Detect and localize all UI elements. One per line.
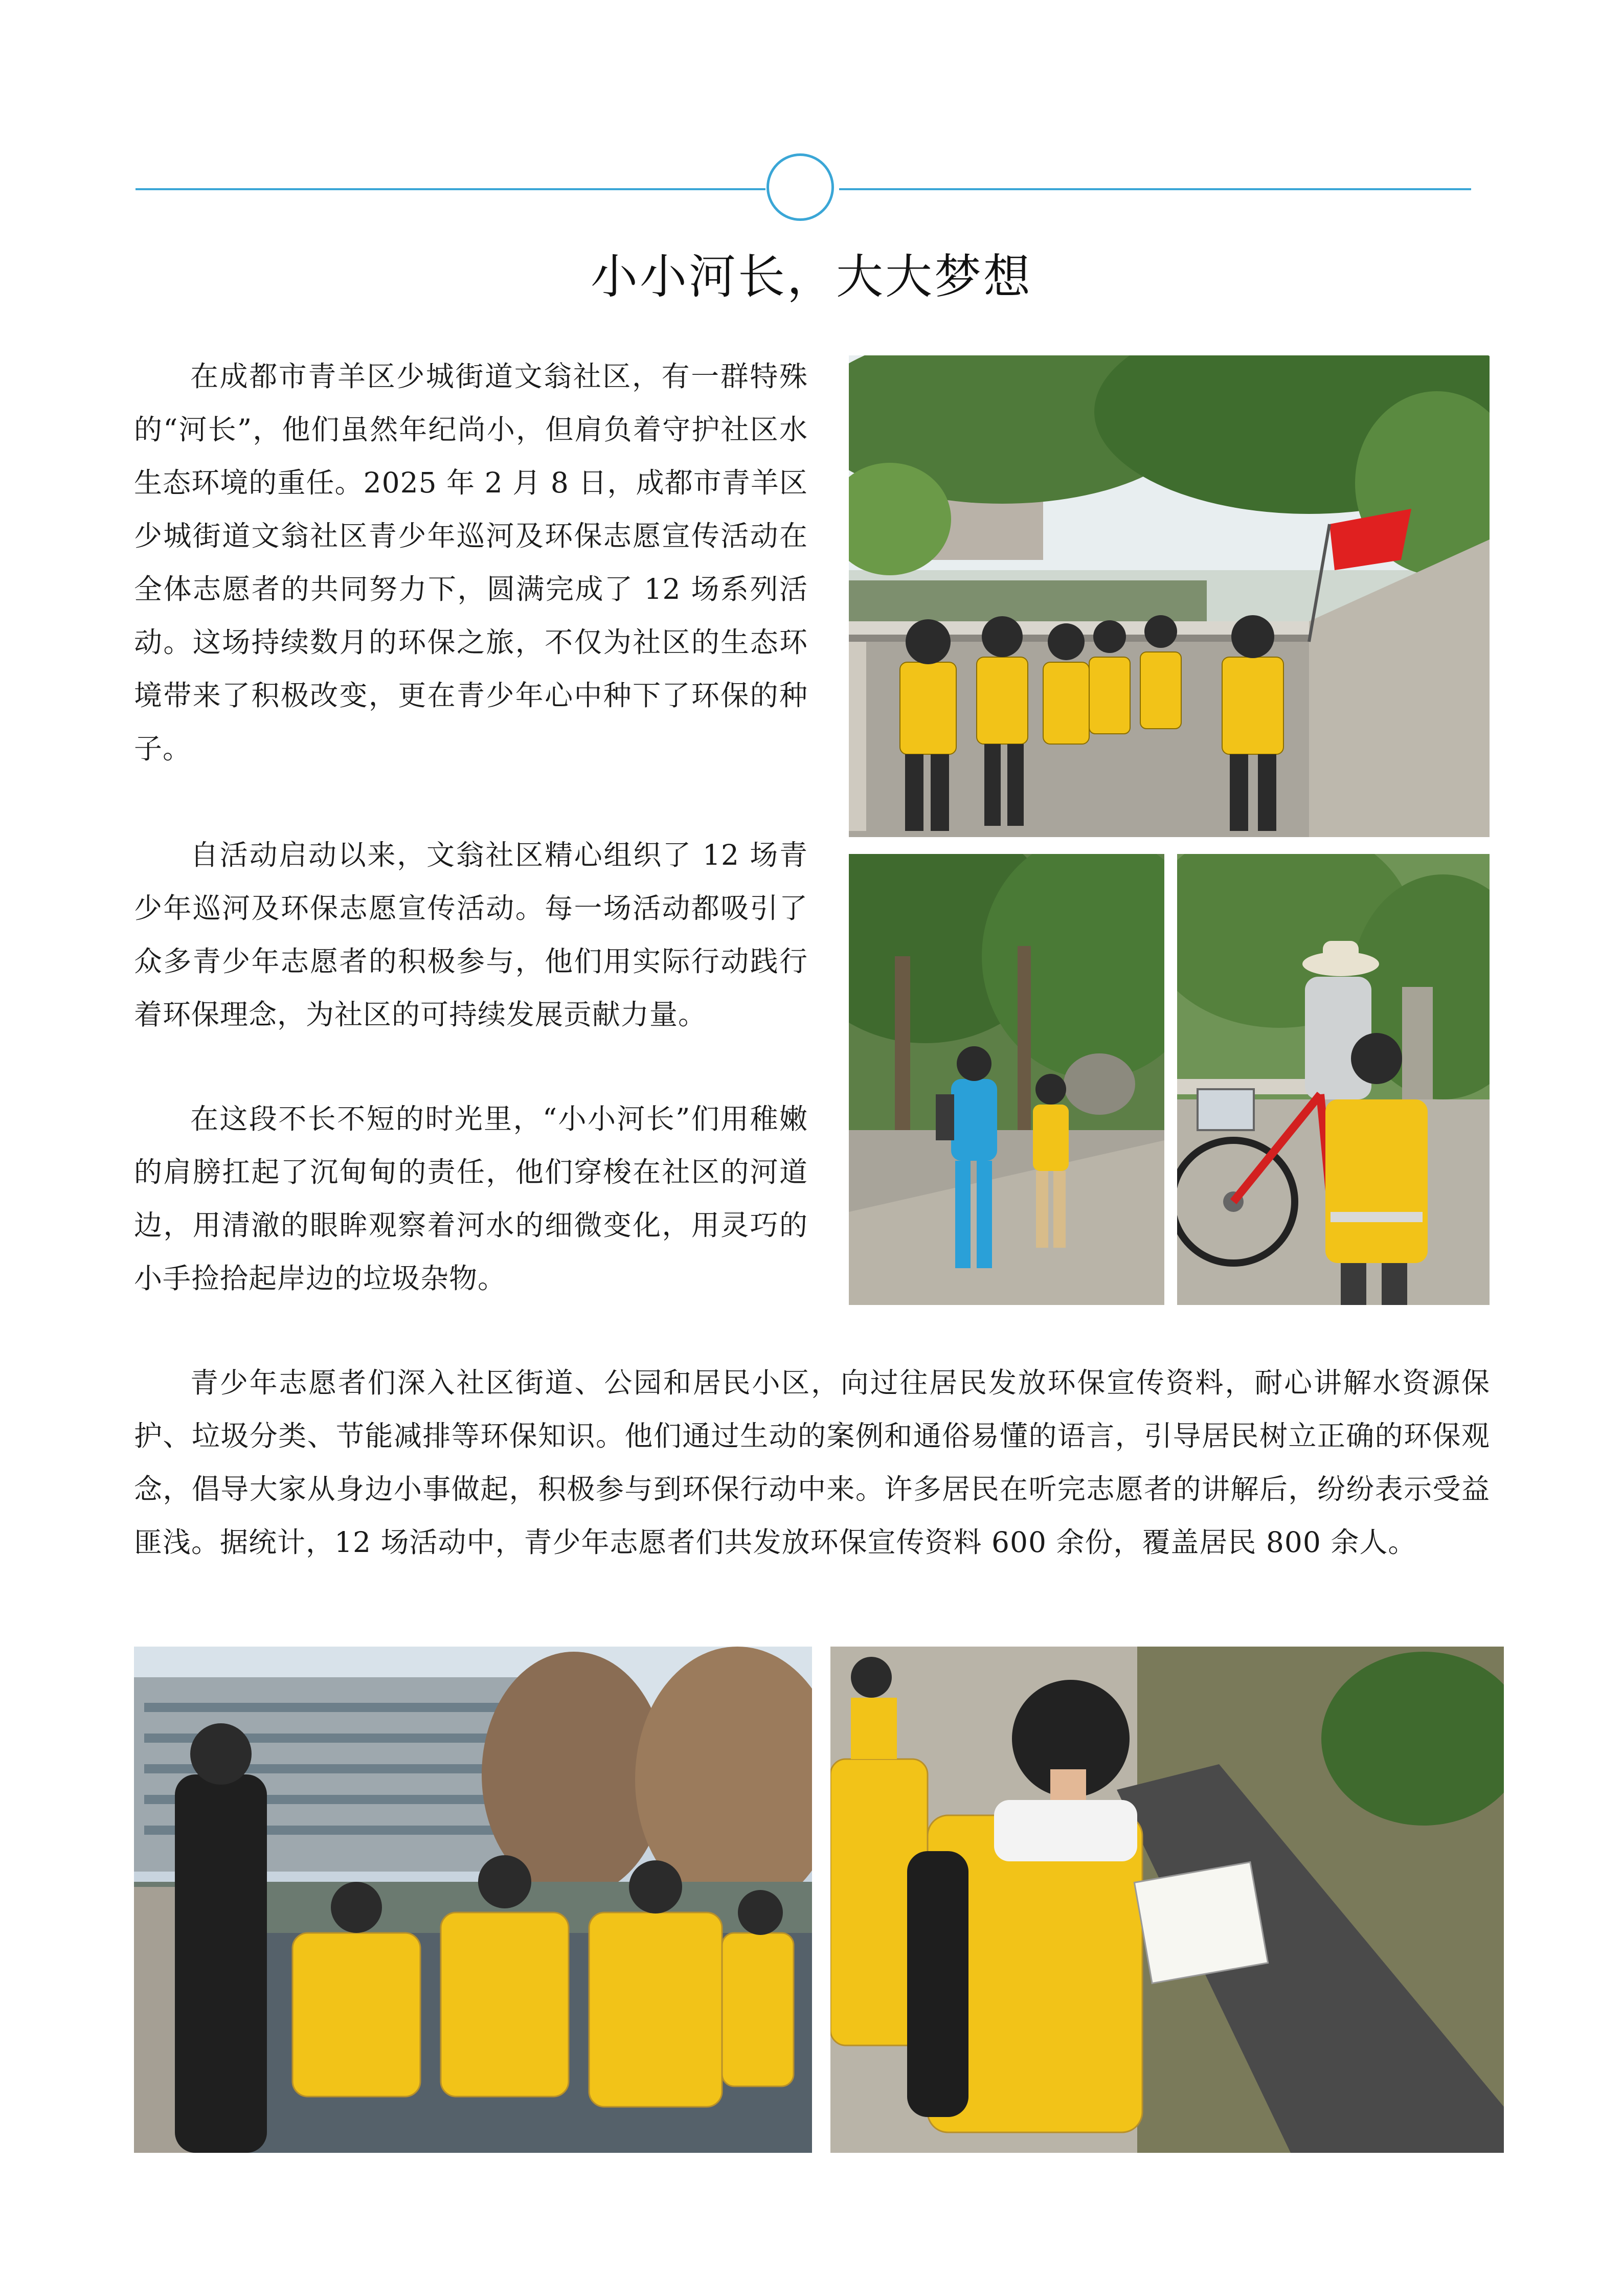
paragraph-outreach: 青少年志愿者们深入社区街道、公园和居民小区，向过往居民发放环保宣传资料，耐心讲解水资源保护、垃圾分类、节能减排等环保知识。他们通过生动的案例和通俗易懂的语言，引导居民树立正确的环保观念，倡导大家从身边小事做起，积极参与到环保行动中来。许多居民在听完志愿者的讲解后，纷纷表示受益匪浅。据统计，12 场活动中，青少年志愿者们共发放环保宣传资料 600 余份，覆盖居民 800 余人。 — [134, 1366, 1490, 1559]
article-title: 小小河长，大大梦想 — [590, 250, 1032, 304]
paragraph-activities: 自活动启动以来，文翁社区精心组织了 12 场青少年巡河及环保志愿宣传活动。每一场活动都吸引了众多青少年志愿者的积极参与，他们用实际行动践行着环保理念，为社区的可持续发展贡献力量。 — [134, 839, 808, 1031]
header-rule-right — [839, 188, 1471, 190]
photo-river-patrol-binoculars — [849, 355, 1490, 837]
photo-interview-park — [849, 854, 1164, 1305]
header-rule-left — [136, 188, 765, 190]
photo-boy-writing-notes — [830, 1647, 1504, 2153]
photo-elder-bicycle — [1177, 854, 1490, 1305]
header-circle-ornament — [767, 153, 834, 221]
paragraph-river-patrol: 在这段不长不短的时光里，“小小河长”们用稚嫩的肩膀扛起了沉甸甸的责任，他们穿梭在社区的河道边，用清澈的眼眸观察着河水的细微变化，用灵巧的小手捡拾起岸边的垃圾杂物。 — [134, 1102, 808, 1295]
photo-riverside-group — [134, 1647, 812, 2153]
paragraph-intro: 在成都市青羊区少城街道文翁社区，有一群特殊的“河长”，他们虽然年纪尚小，但肩负着守护社区水生态环境的重任。2025 年 2 月 8 日，成都市青羊区少城街道文翁社区青少年巡河及环保志愿宣传活动在全体志愿者的共同努力下，圆满完成了 12 场系列活动。这场持续数月的环保之旅，不仅为社区的生态环境带来了积极改变，更在青少年心中种下了环保的种子。 — [134, 360, 808, 765]
